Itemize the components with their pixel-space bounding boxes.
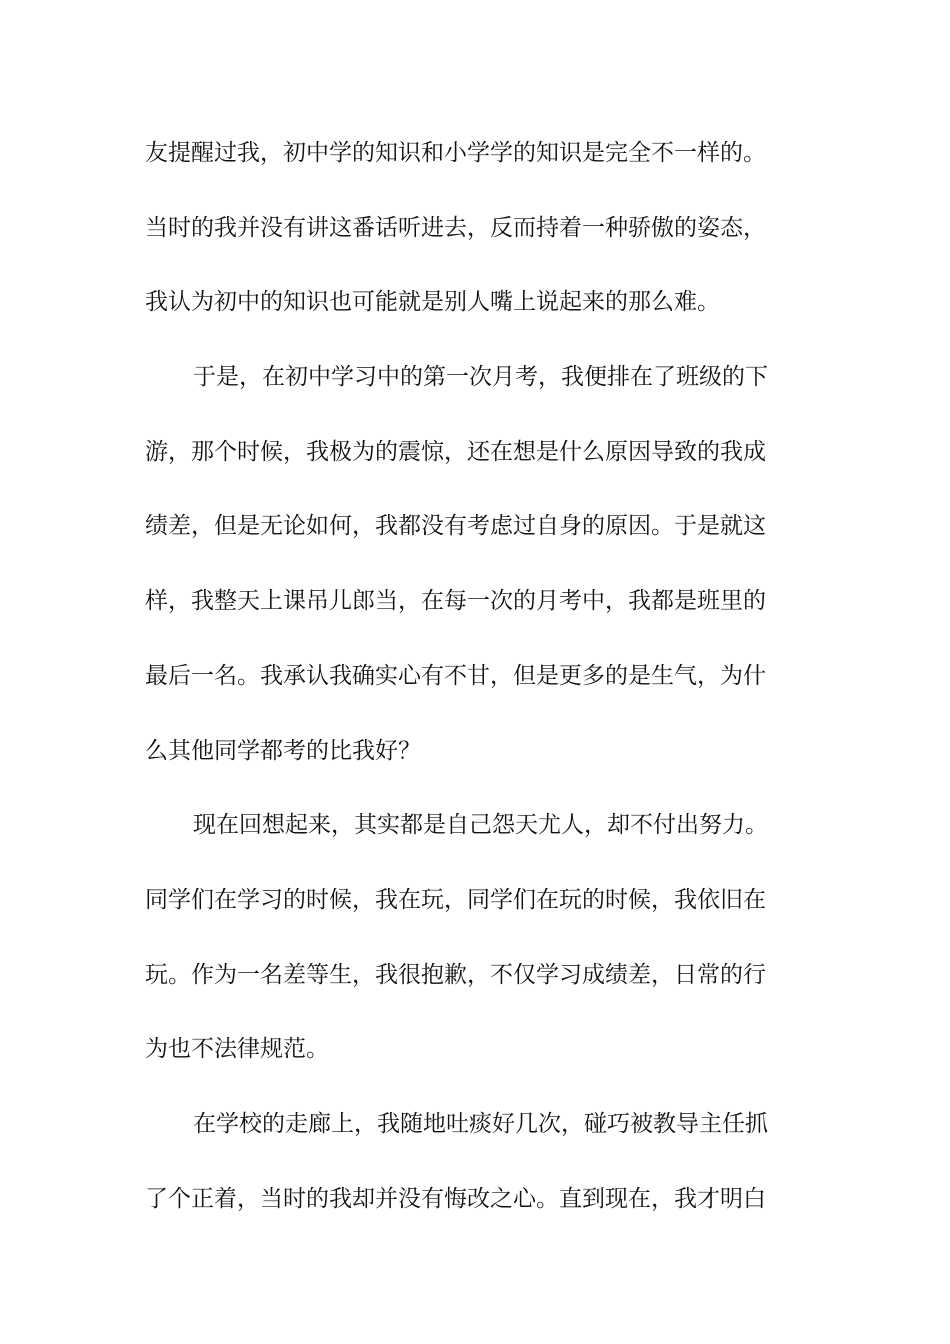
text-line: 游，那个时候，我极为的震惊，还在想是什么原因导致的我成	[145, 438, 766, 465]
paragraph-start-line: 现在回想起来，其实都是自己怨天尤人，却不付出努力。	[193, 812, 768, 839]
text-line: 玩。作为一名差等生，我很抱歉，不仅学习成绩差，日常的行	[145, 961, 766, 988]
text-line: 最后一名。我承认我确实心有不甘，但是更多的是生气，为什	[145, 662, 766, 689]
text-line: 友提醒过我，初中学的知识和小学学的知识是完全不一样的。	[145, 140, 766, 166]
text-line: 么其他同学都考的比我好？	[145, 737, 421, 764]
text-line: 当时的我并没有讲这番话听进去，反而持着一种骄傲的姿态，	[145, 214, 766, 241]
text-line: 为也不法律规范。	[145, 1036, 329, 1063]
paragraph-start-line: 在学校的走廊上，我随地吐痰好几次，碰巧被教导主任抓	[193, 1110, 768, 1137]
text-line: 样，我整天上课吊儿郎当，在每一次的月考中，我都是班里的	[145, 588, 766, 615]
body-text	[145, 128, 810, 1248]
text-line: 绩差，但是无论如何，我都没有考虑过自身的原因。于是就这	[145, 513, 766, 540]
text-line: 了个正着，当时的我却并没有悔改之心。直到现在，我才明白	[145, 1185, 766, 1212]
text-line: 我认为初中的知识也可能就是别人嘴上说起来的那么难。	[145, 289, 720, 316]
text-line: 同学们在学习的时候，我在玩，同学们在玩的时候，我依旧在	[145, 886, 766, 913]
paragraph-start-line: 于是，在初中学习中的第一次月考，我便排在了班级的下	[193, 364, 768, 391]
